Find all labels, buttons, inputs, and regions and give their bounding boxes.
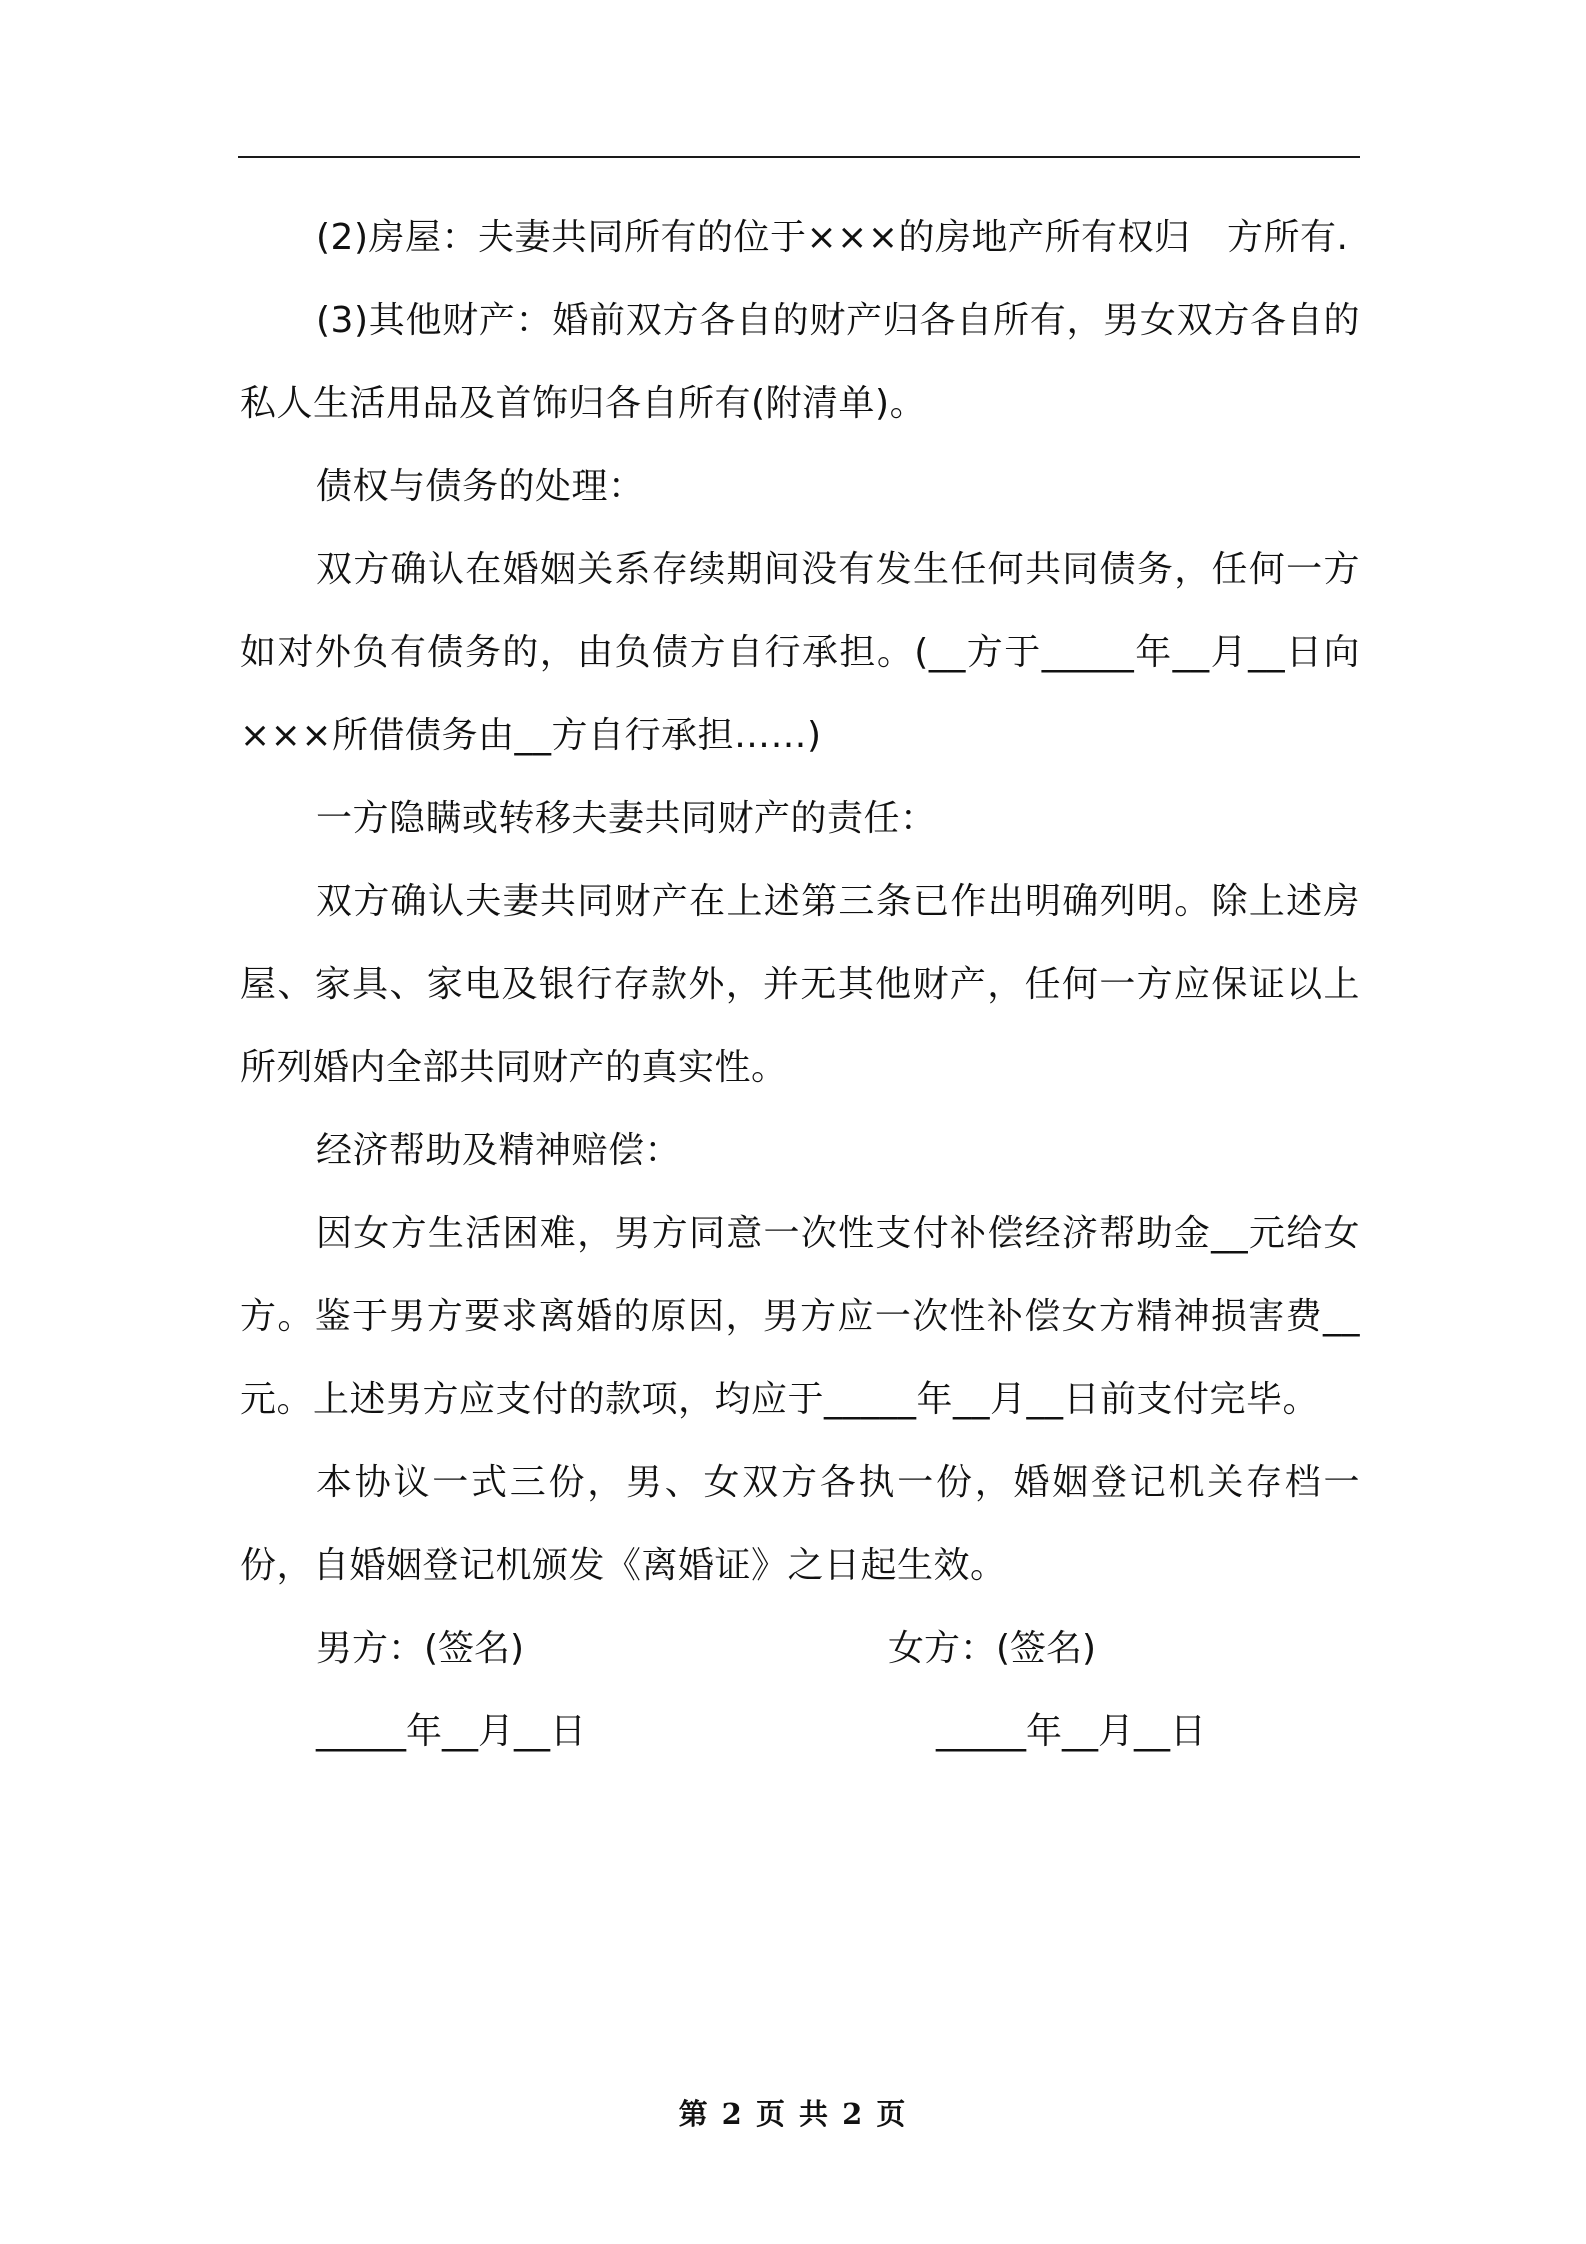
- document-body: [240, 196, 1360, 1773]
- female-signature: 女方：(签名): [888, 1628, 1097, 1669]
- heading-debt: 债权与债务的处理：: [316, 466, 645, 507]
- male-signature: 男方：(签名): [316, 1628, 525, 1669]
- paragraph-debt: 双方确认在婚姻关系存续期间没有发生任何共同债务，任何一方如对外负有债务的，由负债方自行承担。(__方于_____年__月__日向×××所借债务由__方自行承担……): [240, 549, 1360, 756]
- male-date: _____年__月__日: [316, 1711, 587, 1752]
- paragraph-house: (2)房屋：夫妻共同所有的位于×××的房地产所有权归 方所有.: [316, 217, 1349, 258]
- heading-concealment: 一方隐瞒或转移夫妻共同财产的责任：: [316, 798, 937, 839]
- signature-row: [240, 1607, 1360, 1690]
- heading-compensation: 经济帮助及精神赔偿：: [316, 1130, 682, 1171]
- header-rule: [238, 156, 1360, 158]
- page-number: 第 2 页 共 2 页: [678, 2097, 908, 2131]
- date-row: [240, 1690, 1360, 1773]
- female-date: _____年__月__日: [936, 1711, 1207, 1752]
- paragraph-compensation: 因女方生活困难，男方同意一次性支付补偿经济帮助金__元给女方。鉴于男方要求离婚的原因，男方应一次性补偿女方精神损害费__元。上述男方应支付的款项，均应于_____年__月__日前支付完毕。: [240, 1213, 1360, 1420]
- paragraph-effect: 本协议一式三份，男、女双方各执一份，婚姻登记机关存档一份，自婚姻登记机颁发《离婚证》之日起生效。: [240, 1462, 1360, 1586]
- paragraph-other-property: (3)其他财产：婚前双方各自的财产归各自所有，男女双方各自的私人生活用品及首饰归各自所有(附清单)。: [240, 300, 1360, 424]
- paragraph-concealment: 双方确认夫妻共同财产在上述第三条已作出明确列明。除上述房屋、家具、家电及银行存款外，并无其他财产，任何一方应保证以上所列婚内全部共同财产的真实性。: [240, 881, 1360, 1088]
